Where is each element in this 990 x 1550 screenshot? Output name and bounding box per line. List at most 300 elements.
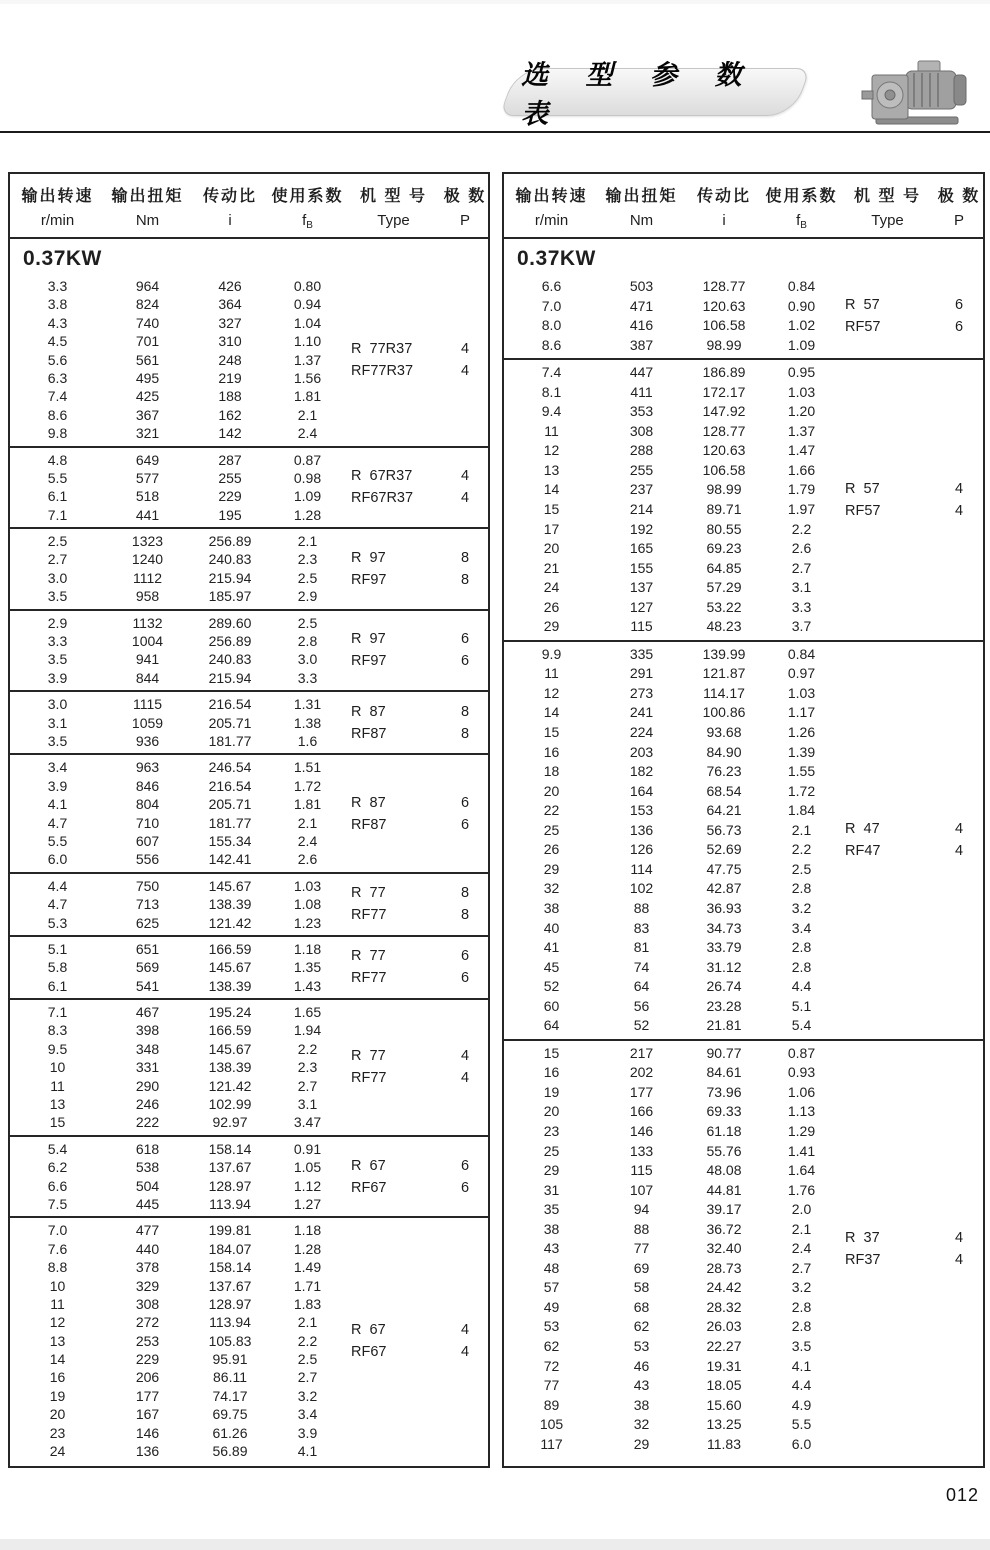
model-type: RF87 (351, 725, 387, 742)
col-torque-cn: 输出扭矩 (605, 188, 678, 205)
type-block (345, 792, 488, 836)
type-line (345, 569, 488, 591)
cell-output-torque: 321 (135, 425, 160, 442)
cell-service-factor: 0.87 (293, 451, 322, 468)
cell-output-torque: 203 (629, 743, 654, 760)
model-type: RF77 (351, 970, 387, 987)
cell-ratio: 47.75 (706, 860, 742, 877)
col-pole-cn: 极 数 (443, 188, 487, 205)
cell-output-torque: 165 (629, 540, 654, 557)
cell-ratio: 138.39 (208, 977, 252, 994)
cell-output-speed: 6.2 (47, 1159, 68, 1176)
pole-count: 8 (460, 549, 470, 566)
cell-ratio: 158.14 (208, 1140, 252, 1157)
model-type: RF97 (351, 653, 387, 670)
cell-output-torque: 467 (135, 1004, 160, 1021)
cell-output-torque: 416 (629, 317, 654, 334)
cell-output-torque: 387 (629, 336, 654, 353)
cell-output-speed: 14 (543, 481, 560, 498)
left-table-body (10, 274, 488, 1463)
table-row (504, 664, 983, 684)
cell-output-speed: 117 (540, 1435, 563, 1452)
cell-output-speed: 43 (543, 1240, 560, 1257)
table-row (504, 1376, 983, 1396)
cell-service-factor: 3.7 (791, 618, 812, 635)
col-ratio-cn: 传动比 (202, 188, 257, 205)
pole-count: 8 (460, 885, 470, 902)
cell-output-torque: 155 (629, 559, 654, 576)
cell-ratio: 310 (218, 333, 242, 350)
type-block (345, 338, 488, 382)
cell-output-torque: 146 (629, 1122, 654, 1139)
cell-output-speed: 15 (543, 501, 560, 518)
cell-ratio: 113.94 (209, 1314, 251, 1331)
row-group (10, 935, 488, 998)
cell-service-factor: 0.93 (787, 1064, 816, 1081)
cell-ratio: 28.32 (706, 1298, 742, 1315)
model-type: R 77 (351, 948, 386, 965)
cell-ratio: 215.94 (208, 569, 252, 586)
cell-service-factor: 3.1 (297, 1096, 318, 1113)
cell-ratio: 229 (218, 488, 242, 505)
page-number: 012 (946, 1485, 980, 1505)
cell-service-factor: 1.28 (293, 506, 322, 523)
table-row (504, 1200, 983, 1220)
table-row (504, 559, 983, 579)
cell-output-speed: 16 (49, 1369, 66, 1386)
cell-service-factor: 1.03 (787, 684, 816, 701)
model-type: RF57 (845, 319, 881, 336)
cell-output-speed: 20 (49, 1406, 66, 1423)
cell-output-speed: 53 (543, 1318, 560, 1335)
model-type: R 57 (845, 481, 880, 498)
type-line (839, 818, 982, 840)
cell-output-torque: 291 (629, 665, 654, 682)
cell-ratio: 22.27 (706, 1337, 742, 1354)
row-group (504, 274, 983, 358)
cell-ratio: 61.18 (706, 1122, 742, 1139)
cell-service-factor: 0.84 (787, 278, 816, 294)
cell-ratio: 18.05 (706, 1377, 742, 1394)
left-selection-table (8, 172, 490, 1468)
cell-service-factor: 1.47 (787, 442, 816, 459)
pole-count: 6 (460, 631, 470, 648)
cell-output-torque: 177 (135, 1387, 160, 1404)
cell-output-torque: 625 (135, 914, 160, 931)
cell-output-torque: 81 (633, 939, 650, 956)
cell-output-torque: 331 (135, 1059, 160, 1076)
cell-ratio: 137.67 (208, 1159, 252, 1176)
gear-motor-icon (860, 55, 976, 133)
cell-service-factor: 2.1 (297, 533, 318, 550)
col-speed-cn: 输出转速 (515, 188, 588, 205)
cell-output-speed: 5.6 (47, 351, 68, 368)
cell-ratio: 181.77 (208, 814, 252, 831)
cell-ratio: 145.67 (208, 877, 252, 894)
cell-output-speed: 25 (543, 821, 560, 838)
cell-ratio: 181.77 (208, 732, 252, 749)
cell-output-speed: 24 (543, 579, 560, 596)
table-row (504, 1142, 983, 1162)
cell-output-torque: 88 (633, 899, 650, 916)
cell-ratio: 69.33 (706, 1103, 742, 1120)
pole-count: 6 (460, 816, 470, 833)
cell-ratio: 26.74 (706, 978, 742, 995)
cell-ratio: 287 (218, 451, 242, 468)
cell-service-factor: 2.1 (791, 821, 812, 838)
cell-output-torque: 58 (633, 1279, 650, 1296)
cell-output-speed: 89 (543, 1396, 560, 1413)
cell-output-torque: 127 (629, 598, 654, 615)
cell-output-speed: 19 (49, 1387, 66, 1404)
cell-output-speed: 40 (543, 919, 560, 936)
cell-service-factor: 2.6 (297, 851, 318, 868)
cell-ratio: 240.83 (208, 651, 252, 668)
cell-service-factor: 2.1 (297, 814, 318, 831)
model-type: R 57 (845, 297, 880, 314)
cell-output-torque: 441 (135, 506, 160, 523)
cell-service-factor: 2.9 (297, 588, 318, 605)
cell-output-torque: 713 (135, 896, 160, 913)
cell-output-speed: 14 (49, 1351, 66, 1368)
type-line (839, 1227, 982, 1249)
cell-output-torque: 166 (629, 1103, 654, 1120)
cell-output-torque: 561 (135, 351, 160, 368)
cell-output-torque: 824 (135, 296, 160, 313)
cell-service-factor: 3.4 (791, 919, 812, 936)
cell-service-factor: 2.4 (791, 1240, 812, 1257)
cell-output-torque: 495 (135, 369, 160, 386)
cell-output-torque: 133 (629, 1142, 654, 1159)
model-type: R 67 (351, 1321, 386, 1338)
cell-output-speed: 52 (543, 978, 560, 995)
model-type: RF47 (845, 843, 881, 860)
col-type-cn: 机 型 号 (360, 188, 427, 205)
cell-output-torque: 445 (135, 1195, 160, 1212)
cell-output-speed: 9.4 (541, 403, 562, 420)
cell-service-factor: 1.51 (293, 759, 322, 776)
cell-ratio: 158.14 (208, 1259, 252, 1276)
cell-ratio: 84.61 (706, 1064, 742, 1081)
cell-ratio: 188 (218, 388, 242, 405)
cell-output-torque: 367 (135, 406, 160, 423)
table-row (10, 387, 488, 405)
cell-output-torque: 471 (629, 297, 654, 314)
cell-service-factor: 1.49 (293, 1259, 322, 1276)
table-row (504, 1357, 983, 1377)
cell-output-torque: 1059 (131, 714, 164, 731)
cell-service-factor: 1.72 (293, 777, 322, 794)
page-bottom-strip (0, 1539, 990, 1550)
row-group (10, 527, 488, 609)
table-row (10, 1258, 488, 1276)
cell-output-speed: 7.0 (47, 1222, 68, 1239)
cell-service-factor: 2.3 (297, 1059, 318, 1076)
cell-output-speed: 5.4 (47, 1140, 68, 1157)
power-rating-label: 0.37KW (517, 247, 596, 270)
cell-output-speed: 60 (543, 997, 560, 1014)
cell-output-torque: 214 (629, 501, 654, 518)
cell-ratio: 55.76 (706, 1142, 742, 1159)
cell-output-speed: 12 (543, 442, 560, 459)
cell-output-speed: 57 (543, 1279, 560, 1296)
cell-output-torque: 701 (135, 333, 160, 350)
cell-output-torque: 569 (135, 959, 160, 976)
cell-output-torque: 941 (135, 651, 160, 668)
cell-service-factor: 2.1 (297, 406, 318, 423)
cell-output-torque: 255 (629, 461, 654, 478)
cell-output-speed: 48 (543, 1259, 560, 1276)
type-line (839, 478, 982, 500)
cell-output-torque: 146 (135, 1424, 160, 1441)
cell-ratio: 114.17 (703, 684, 745, 701)
table-row (504, 703, 983, 723)
cell-service-factor: 1.28 (293, 1240, 322, 1257)
cell-ratio: 138.39 (208, 1059, 252, 1076)
cell-ratio: 36.93 (706, 899, 742, 916)
cell-ratio: 57.29 (706, 579, 742, 596)
cell-output-speed: 35 (543, 1201, 560, 1218)
type-line (345, 723, 488, 745)
model-type: R 87 (351, 703, 386, 720)
cell-service-factor: 6.0 (791, 1435, 812, 1452)
cell-ratio: 13.25 (706, 1416, 742, 1433)
cell-service-factor: 3.1 (791, 579, 812, 596)
cell-output-torque: 425 (135, 388, 160, 405)
cell-output-torque: 222 (135, 1114, 160, 1131)
cell-output-torque: 237 (629, 481, 654, 498)
cell-service-factor: 1.06 (787, 1083, 816, 1100)
cell-ratio: 256.89 (208, 633, 252, 650)
cell-output-speed: 4.7 (47, 814, 68, 831)
cell-service-factor: 1.04 (293, 314, 322, 331)
table-row (504, 1298, 983, 1318)
cell-service-factor: 2.5 (791, 860, 812, 877)
cell-service-factor: 1.81 (293, 796, 322, 813)
cell-output-speed: 3.1 (47, 714, 68, 731)
cell-output-torque: 308 (135, 1295, 160, 1312)
cell-service-factor: 1.03 (787, 383, 816, 400)
type-line (345, 945, 488, 967)
cell-ratio: 106.58 (702, 461, 746, 478)
cell-output-speed: 26 (543, 841, 560, 858)
cell-output-speed: 3.5 (47, 588, 68, 605)
table-row (10, 1021, 488, 1039)
cell-output-speed: 4.7 (47, 896, 68, 913)
col-type-cn: 机 型 号 (854, 188, 921, 205)
row-group (10, 1135, 488, 1217)
cell-output-speed: 31 (543, 1181, 560, 1198)
cell-output-speed: 5.8 (47, 959, 68, 976)
cell-service-factor: 1.81 (293, 388, 322, 405)
row-group (10, 753, 488, 871)
cell-ratio: 64.85 (706, 559, 742, 576)
type-block (345, 945, 488, 989)
pole-count: 6 (954, 319, 964, 336)
cell-ratio: 128.97 (208, 1295, 252, 1312)
cell-output-torque: 288 (629, 442, 654, 459)
pole-count: 6 (460, 1157, 470, 1174)
table-row (10, 314, 488, 332)
cell-ratio: 128.97 (208, 1177, 252, 1194)
cell-output-torque: 846 (135, 777, 160, 794)
cell-ratio: 90.77 (706, 1044, 742, 1061)
table-row (504, 977, 983, 997)
pole-count: 4 (954, 503, 964, 520)
cell-output-speed: 12 (49, 1314, 66, 1331)
cell-output-torque: 253 (135, 1332, 160, 1349)
cell-output-torque: 136 (629, 821, 654, 838)
pole-count: 4 (460, 1321, 470, 1338)
cell-output-speed: 45 (543, 958, 560, 975)
cell-output-speed: 4.3 (47, 314, 68, 331)
cell-output-torque: 348 (135, 1040, 160, 1057)
type-line (345, 360, 488, 382)
cell-ratio: 142 (218, 425, 242, 442)
table-row (504, 336, 983, 356)
cell-output-speed: 5.5 (47, 832, 68, 849)
model-type: RF97 (351, 571, 387, 588)
pole-count: 4 (460, 1070, 470, 1087)
cell-ratio: 139.99 (702, 645, 746, 662)
cell-ratio: 92.97 (212, 1114, 248, 1131)
cell-output-torque: 32 (633, 1416, 650, 1433)
cell-output-torque: 518 (135, 488, 160, 505)
col-factor-cn: 使用系数 (765, 188, 838, 205)
cell-output-speed: 6.1 (47, 977, 68, 994)
cell-service-factor: 2.8 (791, 958, 812, 975)
cell-ratio: 102.99 (208, 1096, 252, 1113)
type-line (345, 547, 488, 569)
cell-ratio: 64.21 (706, 802, 742, 819)
cell-output-torque: 217 (629, 1044, 654, 1061)
cell-service-factor: 0.97 (787, 665, 816, 682)
cell-service-factor: 1.97 (787, 501, 816, 518)
cell-output-torque: 136 (135, 1443, 160, 1460)
cell-ratio: 86.11 (213, 1369, 247, 1386)
table-row (504, 598, 983, 618)
cell-output-speed: 11 (544, 422, 559, 439)
right-table-body (504, 274, 983, 1457)
cell-output-speed: 6.6 (541, 278, 562, 294)
pole-count: 4 (460, 340, 470, 357)
cell-service-factor: 2.7 (297, 1369, 318, 1386)
cell-service-factor: 1.18 (293, 940, 322, 957)
type-line (345, 650, 488, 672)
cell-service-factor: 1.84 (787, 802, 816, 819)
cell-output-speed: 3.0 (47, 696, 68, 713)
cell-output-speed: 14 (543, 704, 560, 721)
cell-ratio: 327 (218, 314, 242, 331)
cell-service-factor: 1.29 (787, 1122, 816, 1139)
cell-ratio: 61.26 (212, 1424, 248, 1441)
cell-ratio: 216.54 (208, 777, 252, 794)
pole-count: 4 (954, 1230, 964, 1247)
pole-count: 4 (460, 362, 470, 379)
cell-ratio: 240.83 (208, 551, 252, 568)
type-block (839, 294, 982, 338)
column-headers-unit (10, 212, 488, 231)
cell-service-factor: 1.56 (293, 369, 322, 386)
table-row (504, 363, 983, 383)
cell-output-speed: 2.5 (47, 533, 68, 550)
table-row (504, 899, 983, 919)
cell-service-factor: 3.2 (297, 1387, 318, 1404)
cell-output-torque: 1323 (131, 533, 164, 550)
type-block (345, 465, 488, 509)
cell-output-speed: 10 (49, 1277, 66, 1294)
cell-service-factor: 1.17 (787, 704, 816, 721)
page-top-edge (0, 0, 990, 4)
cell-output-speed: 25 (543, 1142, 560, 1159)
cell-output-torque: 88 (633, 1220, 650, 1237)
cell-service-factor: 2.6 (791, 540, 812, 557)
cell-service-factor: 2.3 (297, 551, 318, 568)
model-type: RF67 (351, 1343, 387, 1360)
cell-ratio: 172.17 (702, 383, 746, 400)
cell-ratio: 56.73 (706, 821, 742, 838)
cell-service-factor: 1.37 (293, 351, 322, 368)
cell-output-torque: 107 (629, 1181, 654, 1198)
cell-ratio: 21.81 (706, 1017, 742, 1034)
cell-service-factor: 4.1 (791, 1357, 812, 1374)
cell-ratio: 105.83 (208, 1332, 252, 1349)
cell-output-speed: 7.4 (47, 388, 68, 405)
cell-ratio: 15.60 (706, 1396, 742, 1413)
model-type: R 97 (351, 631, 386, 648)
cell-ratio: 121.87 (702, 665, 746, 682)
col-type-unit: Type (377, 212, 410, 229)
pole-count: 4 (460, 1048, 470, 1065)
cell-output-speed: 3.4 (47, 759, 68, 776)
table-row (10, 1221, 488, 1239)
type-line (345, 1341, 488, 1363)
type-line (345, 1045, 488, 1067)
cell-ratio: 205.71 (208, 796, 252, 813)
cell-ratio: 256.89 (208, 533, 252, 550)
model-type: RF37 (845, 1252, 881, 1269)
cell-service-factor: 2.7 (297, 1077, 318, 1094)
type-line (345, 338, 488, 360)
cell-output-speed: 6.6 (47, 1177, 68, 1194)
cell-output-torque: 1115 (132, 696, 163, 713)
type-line (345, 882, 488, 904)
cell-output-speed: 12 (543, 684, 560, 701)
cell-output-speed: 3.9 (47, 669, 68, 686)
pole-count: 8 (460, 703, 470, 720)
cell-output-speed: 7.5 (47, 1195, 68, 1212)
cell-service-factor: 0.98 (293, 469, 322, 486)
table-row (504, 383, 983, 403)
cell-output-speed: 9.5 (47, 1040, 68, 1057)
cell-service-factor: 2.2 (297, 1040, 318, 1057)
cell-output-torque: 64 (633, 978, 650, 995)
cell-ratio: 68.54 (706, 782, 742, 799)
cell-output-speed: 3.3 (47, 633, 68, 650)
table-row (504, 1161, 983, 1181)
table-row (10, 758, 488, 776)
title-banner (499, 60, 810, 129)
cell-ratio: 39.17 (706, 1201, 742, 1218)
cell-output-torque: 710 (135, 814, 160, 831)
type-line (839, 316, 982, 338)
cell-service-factor: 3.9 (297, 1424, 318, 1441)
cell-ratio: 138.39 (208, 896, 252, 913)
cell-output-torque: 241 (629, 704, 654, 721)
table-row (504, 919, 983, 939)
cell-ratio: 364 (218, 296, 242, 313)
table-row (504, 1435, 983, 1455)
